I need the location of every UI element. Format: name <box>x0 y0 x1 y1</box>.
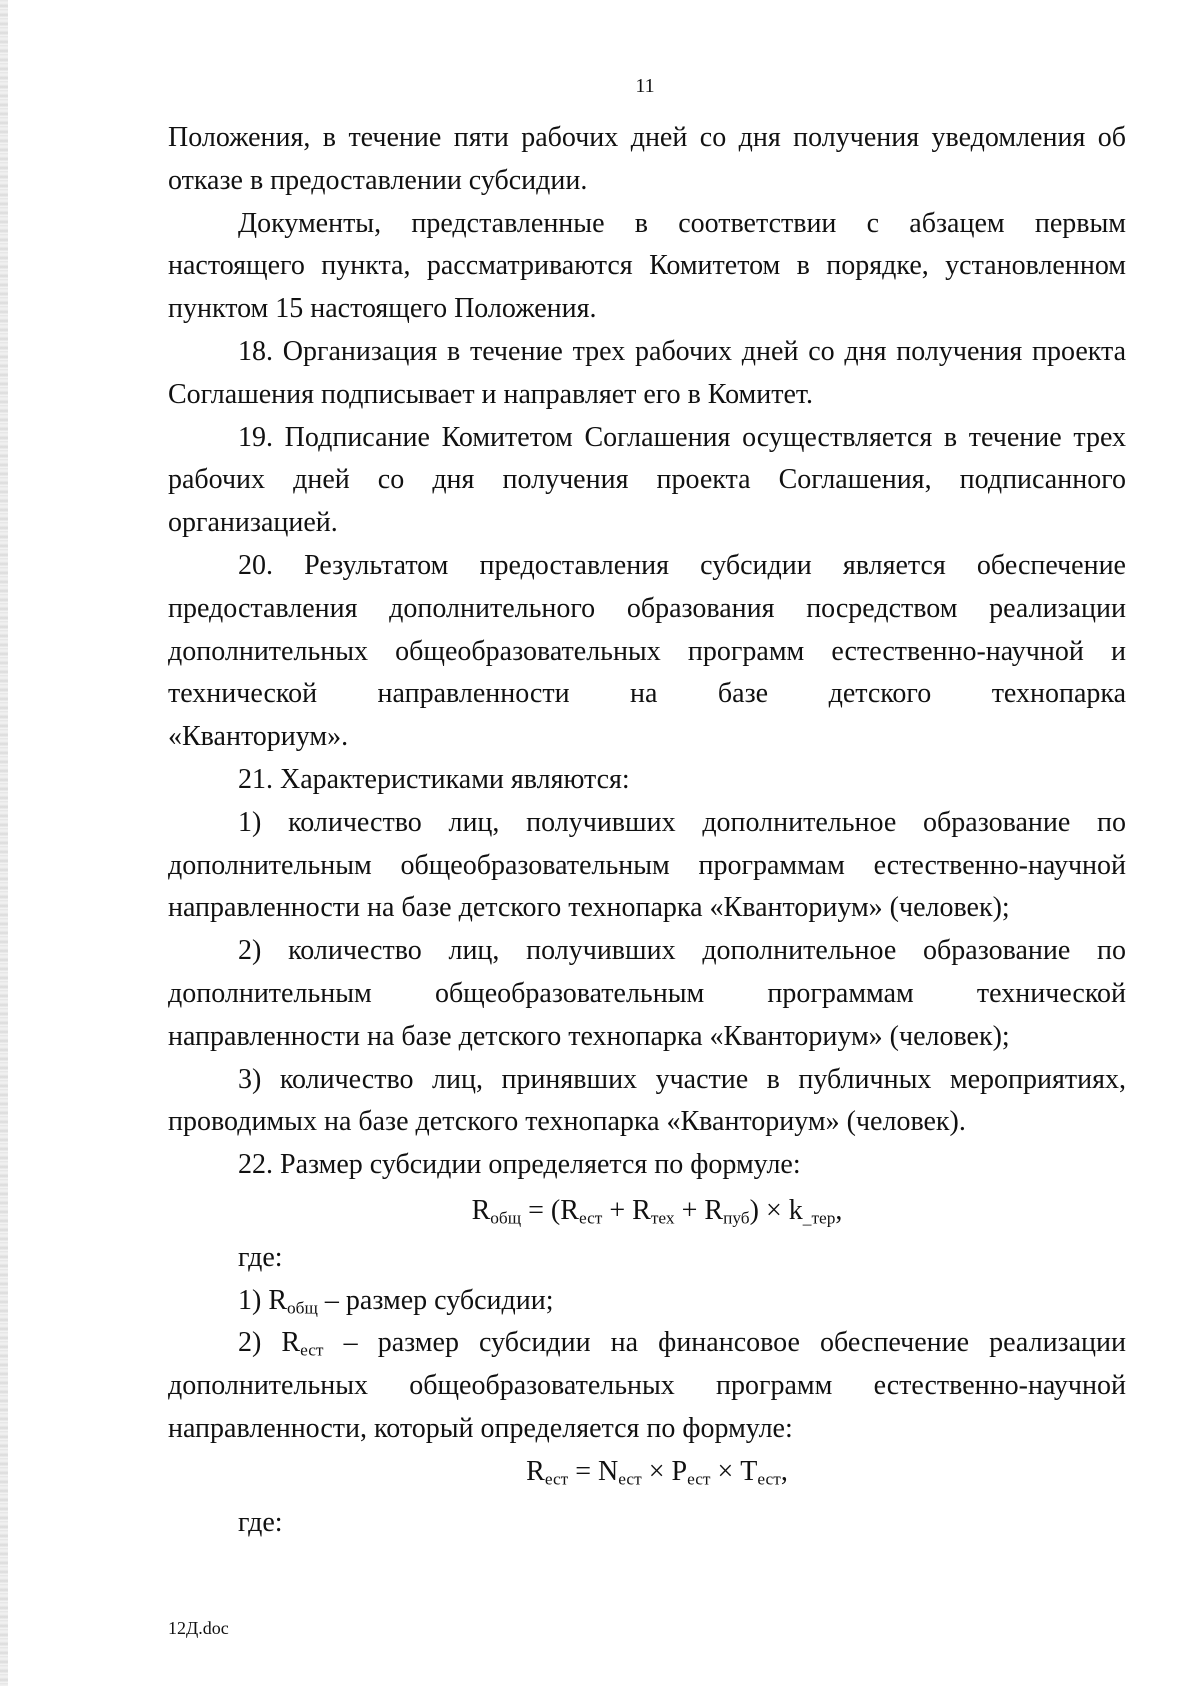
formula-natural-science: $R_{ест} = N_{ест} \times P_{ест} \times T_{ест}$, <box>526 1455 788 1489</box>
paragraph-documents: Документы, представленные в соответствии с абзацем первым настоящего пункта, рассматриваются Комитетом в порядке, установленном пунктом 15 настоящего Положения. <box>168 207 1126 325</box>
definition-2: 2) $R_{ест}$ – размер субсидии на финансовое обеспечение реализации дополнительных общеобразовательных программ естественно-научной направленности, который определяется по формуле: <box>168 1327 1127 1444</box>
paragraph-20-end: «Кванториум». <box>168 721 349 753</box>
document-body <box>168 117 1126 1544</box>
where-label: где: <box>238 1241 283 1273</box>
list-item-1: 1) количество лиц, получивших дополнительное образование по дополнительным общеобразовательным программам естественно-научной направленности на базе детского технопарка «Кванториум» (человек); <box>168 806 1126 924</box>
paragraph-22: 22. Размер субсидии определяется по формуле: <box>238 1149 801 1181</box>
where-label-2: где: <box>238 1506 283 1538</box>
paragraph-19: 19. Подписание Комитетом Соглашения осуществляется в течение трех рабочих дней со дня получения проекта Соглашения, подписанного организацией. <box>168 421 1126 539</box>
paragraph-21: 21. Характеристиками являются: <box>238 763 630 795</box>
paragraph-18: 18. Организация в течение трех рабочих дней со дня получения проекта Соглашения подписывает и направляет его в Комитет. <box>168 335 1126 410</box>
page-number: 11 <box>635 75 655 97</box>
definition-1: 1) $R_{общ}$ – размер субсидии; <box>238 1284 554 1317</box>
paragraph-continuation: Положения, в течение пяти рабочих дней со дня получения уведомления об отказе в предоставлении субсидии. <box>168 122 1126 196</box>
list-item-2: 2) количество лиц, получивших дополнительное образование по дополнительным общеобразовательным программам технической направленности на базе детского технопарка «Кванториум» (человек); <box>168 935 1126 1052</box>
paragraph-20: 20. Результатом предоставления субсидии является обеспечение предоставления дополнительного образования посредством реализации дополнительных общеобразовательных программ естественно-научной и технической направленности на базе детского технопарка <box>168 549 1126 710</box>
formula-total-subsidy: $R_{общ} = (R_{ест} + R_{тех} + R_{пуб}) \times k_{\_тер}$, <box>471 1194 843 1228</box>
footer-filename: 12Д.doc <box>168 1618 229 1638</box>
scan-edge <box>0 0 8 1686</box>
list-item-3: 3) количество лиц, принявших участие в публичных мероприятиях, проводимых на базе детского технопарка «Кванториум» (человек). <box>168 1063 1126 1138</box>
